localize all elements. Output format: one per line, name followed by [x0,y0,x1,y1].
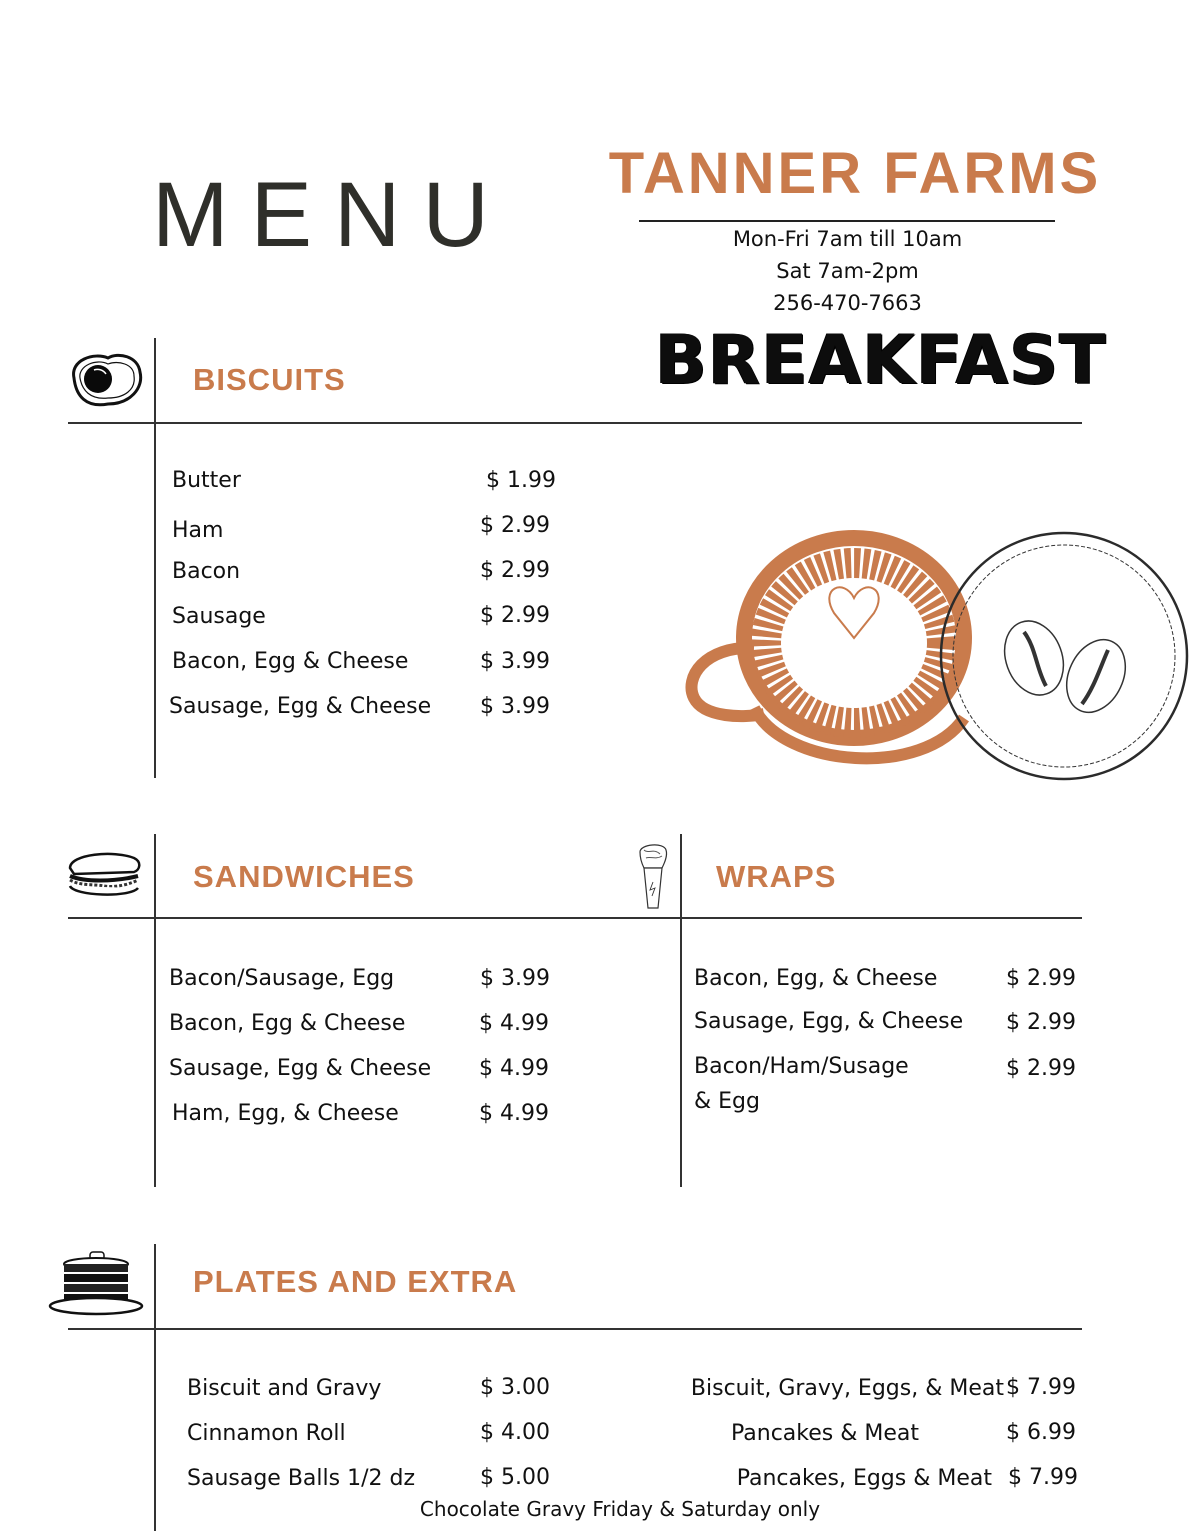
brand-name: TANNER FARMS [608,141,1102,206]
phone-number: 256-470-7663 [773,291,922,315]
menu-item-price: $ 7.99 [1006,1375,1076,1400]
menu-item: Pancakes, Eggs & Meat [736,1466,992,1491]
menu-item-price: $ 7.99 [1008,1465,1078,1490]
plates-note: Chocolate Gravy Friday & Saturday only [419,1497,821,1521]
section-title-sandwiches: SANDWICHES [193,859,415,894]
menu-item-price: $ 3.00 [480,1375,550,1400]
menu-item: Biscuit and Gravy [187,1376,382,1401]
hours-weekday: Mon-Fri 7am till 10am [732,227,963,251]
menu-item-price: $ 4.00 [480,1420,550,1445]
menu-item-price: $ 2.99 [480,558,550,583]
biscuits-vertical-divider [154,338,156,778]
menu-item: Bacon/Ham/Susage [694,1054,909,1079]
menu-item: Bacon, Egg, & Cheese [694,966,938,991]
plates-header-rule [68,1328,1082,1330]
menu-item: Sausage [172,604,266,629]
menu-title: MENU [152,164,511,266]
menu-item-price: $ 2.99 [1006,1056,1076,1081]
wraps-vertical-divider [680,834,682,1187]
menu-item-price: $ 2.99 [1006,966,1076,991]
menu-item: Sausage Balls 1/2 dz [187,1466,415,1491]
menu-item-price: $ 3.99 [480,966,550,991]
menu-item-price: $ 5.00 [480,1465,550,1490]
section-title-plates: PLATES AND EXTRA [193,1264,518,1299]
sandwiches-vertical-divider [154,834,156,1187]
menu-item: Biscuit, Gravy, Eggs, & Meat [690,1376,1004,1401]
menu-item-continued: & Egg [694,1089,760,1114]
menu-item: Butter [172,468,241,493]
menu-item-price: $ 3.99 [480,694,550,719]
latte-cup-with-coffee-beans-icon [684,528,1194,794]
menu-item: Ham, Egg, & Cheese [172,1101,399,1126]
menu-item-price: $ 1.99 [486,468,556,493]
section-title-wraps: WRAPS [716,859,837,894]
meal-title: BREAKFAST [655,321,1107,400]
pancake-stack-icon [48,1250,146,1322]
fried-egg-icon [64,348,146,414]
menu-item-price: $ 4.99 [479,1011,549,1036]
menu-item-price: $ 2.99 [480,603,550,628]
section-title-biscuits: BISCUITS [193,362,346,397]
menu-item: Bacon/Sausage, Egg [169,966,395,991]
menu-item: Sausage, Egg & Cheese [169,694,432,719]
sandwiches-wraps-header-rule [68,917,1082,919]
wrap-icon [636,842,670,916]
biscuits-header-rule [68,422,1082,424]
menu-item: Bacon, Egg & Cheese [172,649,409,674]
hours-saturday: Sat 7am-2pm [776,259,919,283]
menu-item: Pancakes & Meat [731,1421,919,1446]
menu-item: Sausage, Egg, & Cheese [694,1009,964,1034]
menu-item: Bacon [172,559,241,584]
menu-item-price: $ 4.99 [479,1056,549,1081]
menu-item-price: $ 6.99 [1006,1420,1076,1445]
menu-item: Bacon, Egg & Cheese [169,1011,406,1036]
menu-item-price: $ 2.99 [480,513,550,538]
menu-item-price: $ 3.99 [480,649,550,674]
menu-item-price: $ 4.99 [479,1101,549,1126]
plates-vertical-divider [154,1244,156,1531]
menu-item: Sausage, Egg & Cheese [169,1056,432,1081]
sandwich-icon [64,848,144,904]
brand-divider [639,220,1055,222]
menu-item-price: $ 2.99 [1006,1010,1076,1035]
menu-item: Cinnamon Roll [187,1421,346,1446]
menu-item: Ham [172,518,224,543]
